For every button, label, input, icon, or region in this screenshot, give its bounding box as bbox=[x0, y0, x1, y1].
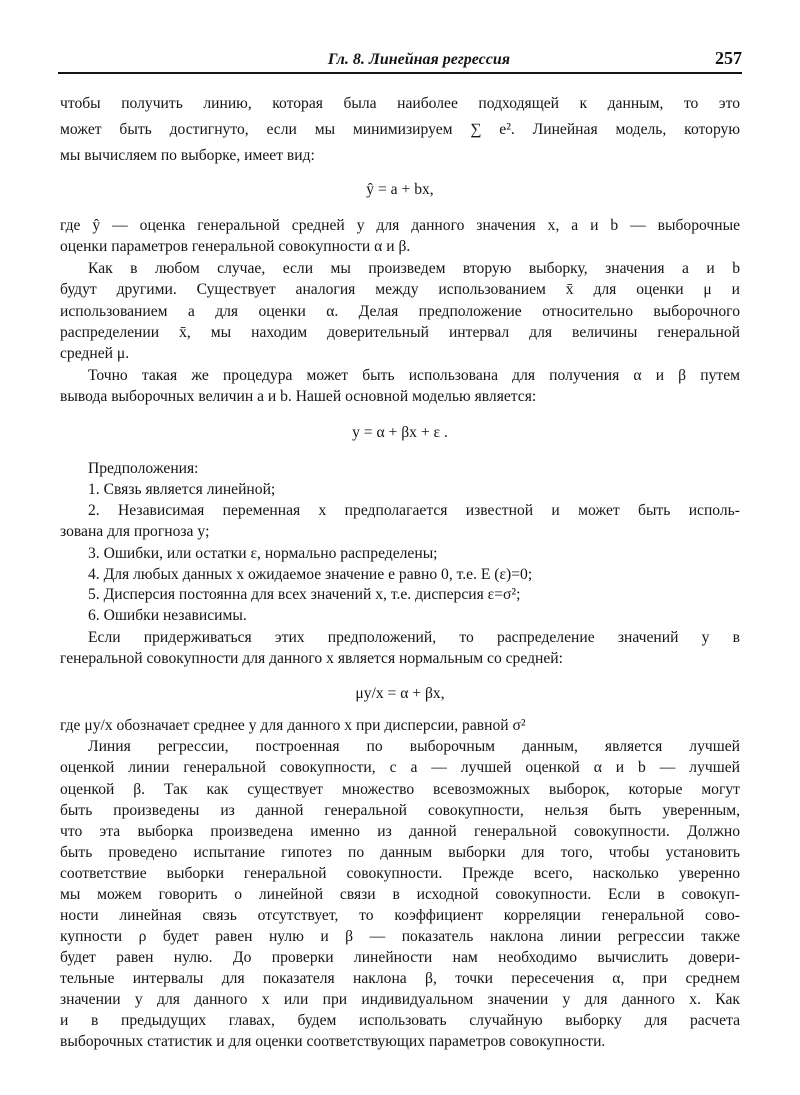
assumptions-title: Предположения: bbox=[88, 460, 199, 477]
equation-conditional-mean: μy/x = α + βx, bbox=[355, 685, 445, 702]
header-rule bbox=[58, 72, 742, 74]
text-line: оценкой линии генеральной совокупности, с a — лучшей оценкой α и b — лучшей bbox=[60, 759, 740, 776]
text-line: вывода выборочных величин a и b. Нашей основной моделью является: bbox=[60, 388, 537, 405]
text-line: оценки параметров генеральной совокупности α и β. bbox=[60, 238, 411, 255]
text-line: Точно такая же процедура может быть использована для получения α и β путем bbox=[88, 367, 740, 384]
text-line: мы вычисляем по выборке, имеет вид: bbox=[60, 147, 315, 164]
text-line: выборочных статистик и для оценки соответствующих параметров совокупности. bbox=[60, 1033, 606, 1050]
list-item: 6. Ошибки независимы. bbox=[88, 607, 247, 624]
text-line: чтобы получить линию, которая была наиболее подходящей к данным, то это bbox=[60, 95, 740, 112]
text-line: мы можем говорить о линейной связи в исходной совокупности. Если в совокуп- bbox=[60, 886, 740, 903]
text-line: средней μ. bbox=[60, 345, 130, 362]
list-item: 1. Связь является линейной; bbox=[88, 481, 276, 498]
text-line: быть произведены из данной генеральной совокупности, нельзя быть уверенным, bbox=[60, 802, 740, 819]
page-header bbox=[58, 48, 742, 70]
text-line: что эта выборка произведена именно из данной генеральной совокупности. Должно bbox=[60, 823, 740, 840]
text-line: Если придерживаться этих предположений, то распределение значений y в bbox=[88, 629, 740, 646]
page-number: 257 bbox=[715, 48, 742, 68]
text-line: может быть достигнуто, если мы минимизируем ∑ e². Линейная модель, которую bbox=[60, 121, 740, 138]
text-line: оценкой β. Так как существует множество всевозможных выборок, которые могут bbox=[60, 781, 740, 798]
list-item: 5. Дисперсия постоянна для всех значений x, т.е. дисперсия ε=σ²; bbox=[88, 586, 521, 603]
text-line: быть проведено испытание гипотез по данным выборки для того, чтобы установить bbox=[60, 844, 740, 861]
text-line: Как в любом случае, если мы произведем вторую выборку, значения a и b bbox=[88, 260, 740, 277]
list-item: 4. Для любых данных x ожидаемое значение e равно 0, т.е. E (ε)=0; bbox=[88, 566, 533, 583]
text-line: и в предыдущих главах, будем использовать случайную выборку для расчета bbox=[60, 1012, 740, 1029]
text-line: ности линейная связь отсутствует, то коэффициент корреляции генеральной сово- bbox=[60, 907, 740, 924]
text-line: купности ρ будет равен нулю и β — показатель наклона линии регрессии также bbox=[60, 928, 740, 945]
paragraph-6: где μy/x обозначает среднее y для данного x при дисперсии, равной σ² bbox=[60, 717, 526, 734]
list-item: 3. Ошибки, или остатки ε, нормально распределены; bbox=[88, 545, 438, 562]
text-line: будет равен нулю. До проверки линейности нам необходимо вычислить довери- bbox=[60, 949, 740, 966]
text-line: использованием a для оценки α. Делая предположение относительно выборочного bbox=[60, 303, 740, 320]
text-line: значении y для данного x или при индивидуальном значении y для данного x. Как bbox=[60, 991, 740, 1008]
text-line: генеральной совокупности для данного x является нормальным со средней: bbox=[60, 650, 563, 667]
text-line: тельные интервалы для показателя наклона β, точки пересечения α, при среднем bbox=[60, 970, 740, 987]
equation-regression-sample: ŷ = a + bx, bbox=[366, 181, 434, 198]
list-item: зована для прогноза y; bbox=[60, 523, 210, 540]
list-item: 2. Независимая переменная x предполагается известной и может быть исполь- bbox=[88, 502, 740, 519]
equation-regression-model: y = α + βx + ε . bbox=[352, 424, 448, 441]
text-line: распределении x̄, мы находим доверительный интервал для величины генеральной bbox=[60, 324, 740, 341]
text-line: Линия регрессии, построенная по выборочным данным, является лучшей bbox=[88, 738, 740, 755]
running-title: Гл. 8. Линейная регрессия bbox=[327, 51, 510, 68]
text-line: будут другими. Существует аналогия между использованием x̄ для оценки μ и bbox=[60, 281, 740, 298]
text-line: где ŷ — оценка генеральной средней y для данного значения x, a и b — выборочные bbox=[60, 217, 740, 234]
text-line: соответствие выборки генеральной совокупности. Прежде всего, насколько уверенно bbox=[60, 865, 740, 882]
